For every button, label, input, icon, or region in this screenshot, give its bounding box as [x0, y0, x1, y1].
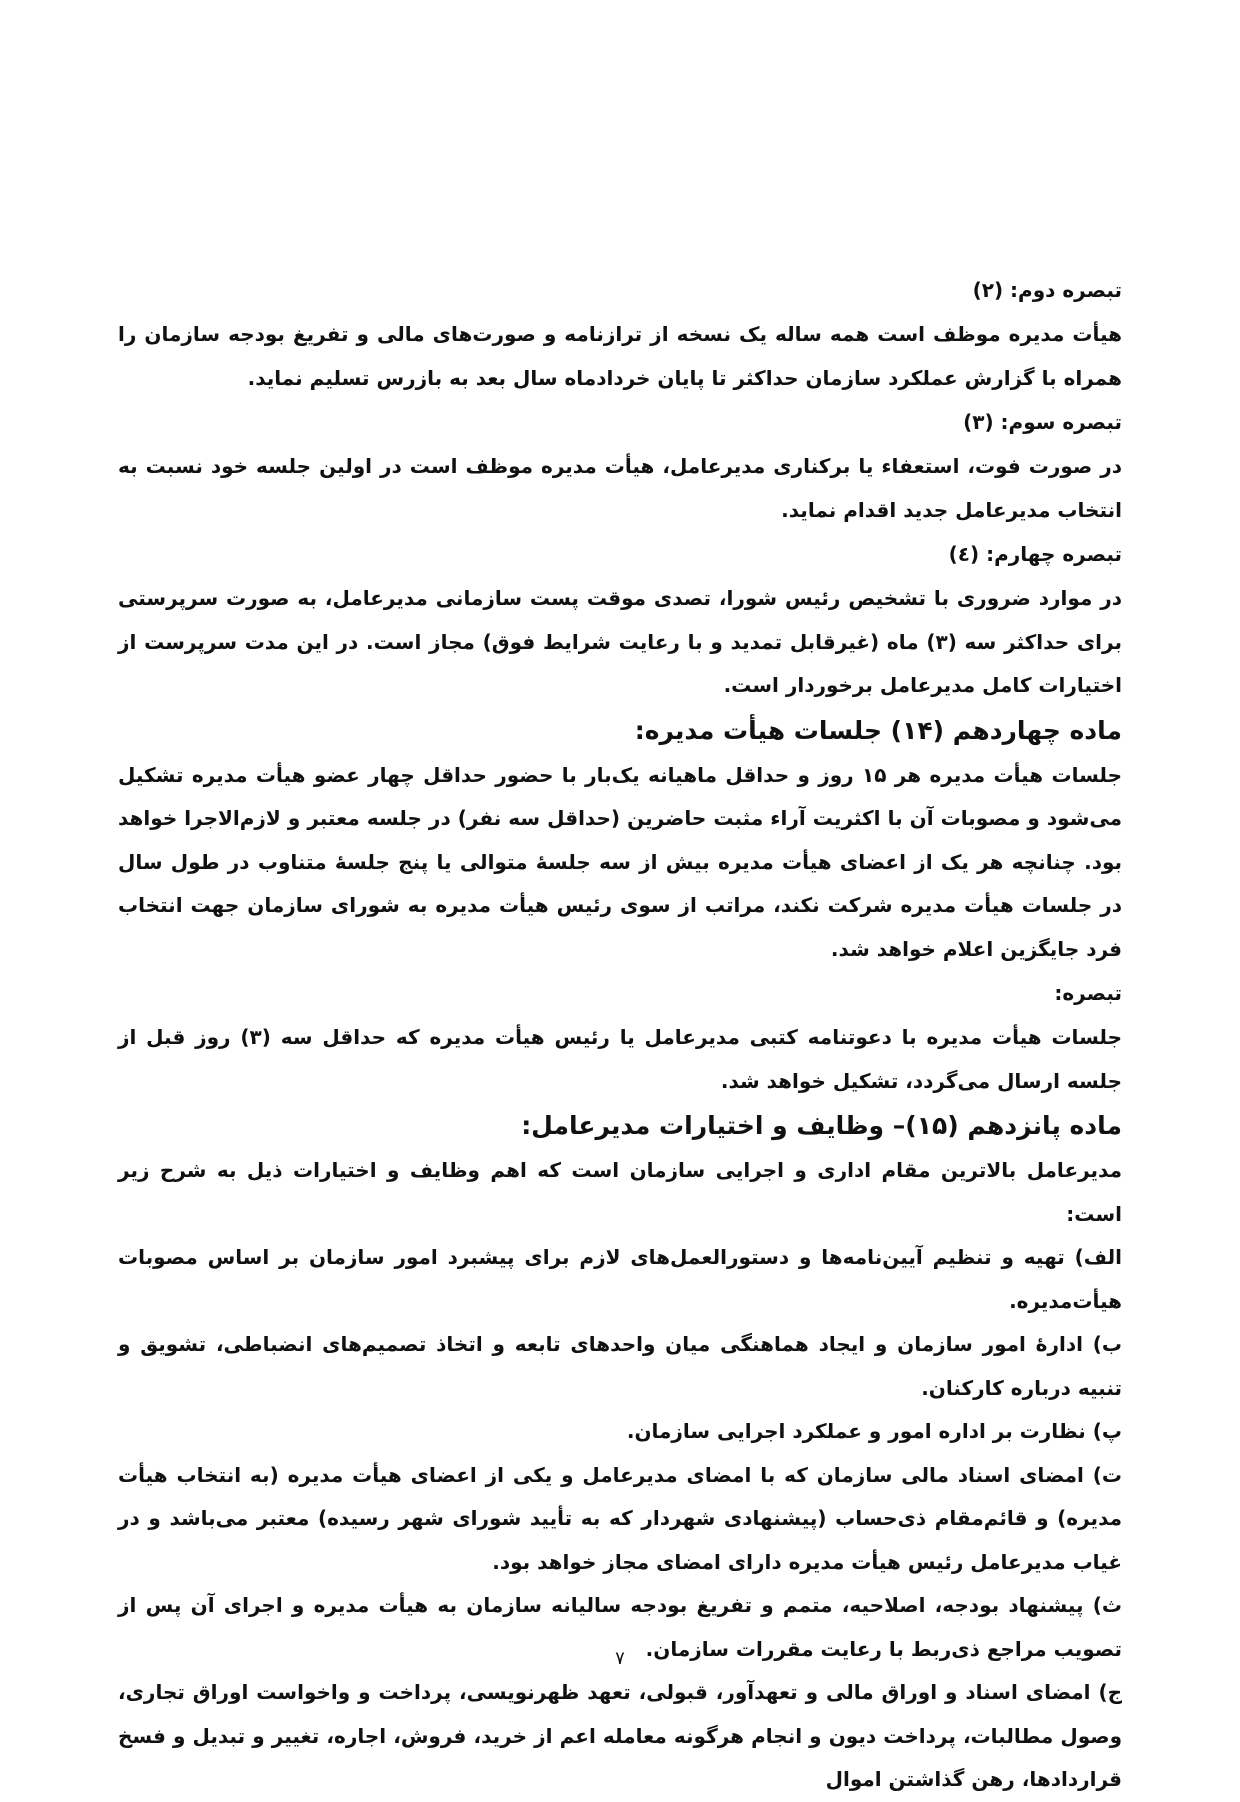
article-15-item-be: ب) ادارهٔ امور سازمان و ایجاد هماهنگی میان واحدهای تابعه و اتخاذ تصمیم‌های انضباطی، تشویق و تنبیه درباره کارکنان. [118, 1332, 1122, 1400]
article-15-title: ماده پانزدهم (۱۵)– وظایف و اختیارات مدیرعامل: [521, 1111, 1122, 1140]
note-3-heading: تبصره سوم: (۳) [963, 410, 1122, 434]
article-15-item-pe: پ) نظارت بر اداره امور و عملکرد اجرایی سازمان. [626, 1419, 1122, 1443]
article-15-intro: مدیرعامل بالاترین مقام اداری و اجرایی سازمان است که اهم وظایف و اختیارات ذیل به شرح زیر است: [118, 1158, 1122, 1226]
article-15-item-jim: ج) امضای اسناد و اوراق مالی و تعهدآور، قبولی، تعهد ظهرنویسی، پرداخت و واخواست اوراق تجاری، وصول مطالبات، پرداخت دیون و انجام هرگونه معامله اعم از خرید، فروش، اجاره، تغییر و تبدیل و فسخ قراردادها، رهن گذاشتن اموال [118, 1680, 1122, 1791]
document-body [118, 268, 1122, 1802]
note-2-heading: تبصره دوم: (۲) [972, 278, 1122, 302]
note-3-text: در صورت فوت، استعفاء یا برکناری مدیرعامل، هیأت مدیره موظف است در اولین جلسه خود نسبت به انتخاب مدیرعامل جدید اقدام نماید. [118, 454, 1122, 522]
article-14-note-text: جلسات هیأت مدیره با دعوتنامه کتبی مدیرعامل یا رئیس هیأت مدیره که حداقل سه (۳) روز قبل از جلسه ارسال می‌گردد، تشکیل خواهد شد. [118, 1025, 1122, 1093]
note-4-text: در موارد ضروری با تشخیص رئیس شورا، تصدی موقت پست سازمانی مدیرعامل، به صورت سرپرستی برای حداکثر سه (۳) ماه (غیرقابل تمدید و با رعایت شرایط فوق) مجاز است. در این مدت سرپرست از اختیارات کامل مدیرعامل برخوردار است. [118, 586, 1122, 697]
page-number: ۷ [615, 1648, 625, 1669]
article-14-note-heading: تبصره: [1054, 981, 1122, 1005]
article-15-item-se: ث) پیشنهاد بودجه، اصلاحیه، متمم و تفریغ بودجه سالیانه سازمان به هیأت مدیره و اجرای آن پس از تصویب مراجع ذی‌ربط با رعایت مقررات سازمان. [118, 1593, 1122, 1661]
article-15-item-te: ت) امضای اسناد مالی سازمان که با امضای مدیرعامل و یکی از اعضای هیأت مدیره (به انتخاب هیأت مدیره) و قائم‌مقام ذی‌حساب (پیشنهادی شهردار که به تأیید شورای شهر رسیده) معتبر می‌باشد و در غیاب مدیرعامل رئیس هیأت مدیره دارای امضای مجاز خواهد بود. [118, 1462, 1122, 1574]
note-4-heading: تبصره چهارم: (٤) [948, 542, 1122, 566]
note-2-text: هیأت مدیره موظف است همه ساله یک نسخه از ترازنامه و صورت‌های مالی و تفریغ بودجه سازمان را همراه با گزارش عملکرد سازمان حداکثر تا پایان خردادماه سال بعد به بازرس تسلیم نماید. [118, 322, 1122, 390]
article-14-text: جلسات هیأت مدیره هر ۱۵ روز و حداقل ماهیانه یک‌بار با حضور حداقل چهار عضو هیأت مدیره تشکیل می‌شود و مصوبات آن با اکثریت آراء مثبت حاضرین (حداقل سه نفر) در جلسه معتبر و لازم‌الاجرا خواهد بود. چنانچه هر یک از اعضای هیأت مدیره بیش از سه جلسهٔ متوالی یا پنج جلسهٔ متناوب در طول سال در جلسات هیأت مدیره شرکت نکند، مراتب از سوی رئیس هیأت مدیره به شورای سازمان جهت انتخاب فرد جایگزین اعلام خواهد شد. [118, 762, 1123, 961]
article-15-item-alef: الف) تهیه و تنظیم آیین‌نامه‌ها و دستورالعمل‌های لازم برای پیشبرد امور سازمان بر اساس مصوبات هیأت‌مدیره. [118, 1245, 1122, 1313]
article-14-title: ماده چهاردهم (۱۴) جلسات هیأت مدیره: [634, 715, 1122, 745]
